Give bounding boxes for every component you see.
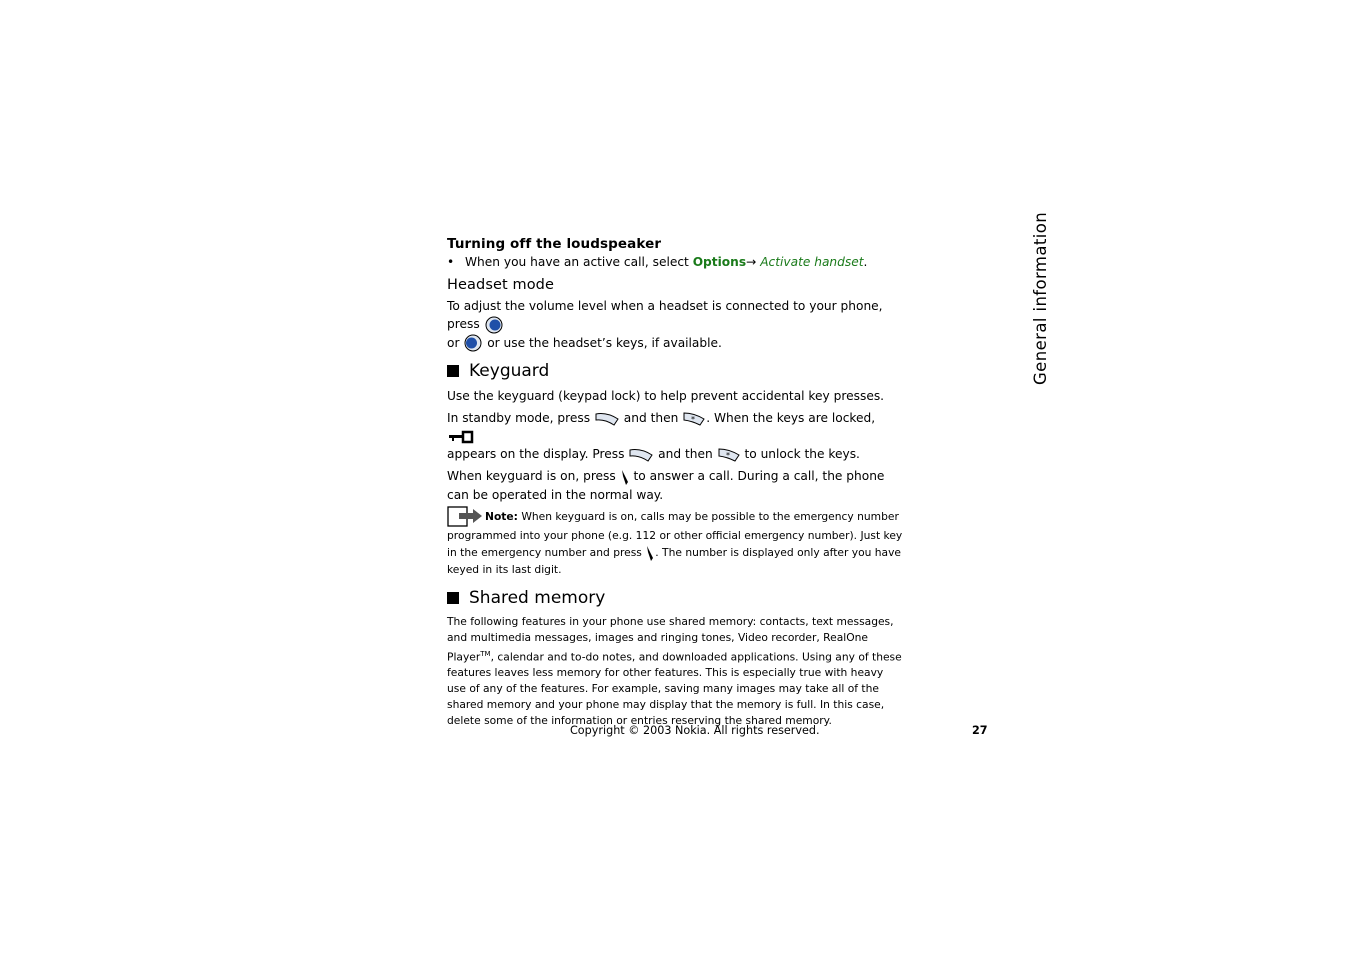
left-selection-key-icon-2: [628, 447, 654, 463]
headset-text-3: or use the headset’s keys, if available.: [483, 335, 722, 350]
left-selection-key-icon: [594, 411, 620, 427]
keyguard-note: [447, 506, 905, 578]
star-key-icon-2: [717, 447, 741, 463]
keyguard-p3: [447, 467, 905, 504]
shared-memory-text-b: , calendar and to-do notes, and downloaded applications. Using any of these features leaves less memory for other features. This is especially true with heavy use of any of the features. For example, saving many images may take all of the shared memory and your phone may display that the memory is full. In this case, delete some of the information or entries reserving the shared memory.: [447, 650, 902, 728]
call-key-icon: [620, 468, 630, 486]
star-key-icon: [682, 411, 706, 427]
side-tab-label: General information: [1031, 211, 1050, 385]
headset-heading: Headset mode: [447, 277, 555, 293]
keyguard-p2: [447, 409, 905, 463]
note-icon: [447, 506, 483, 528]
bullet-dot: •: [447, 255, 455, 269]
note-text-b: . The number is displayed only after you have keyed in its last digit.: [447, 545, 902, 576]
shared-memory-heading: [447, 588, 905, 608]
loudspeaker-heading: Turning off the loudspeaker: [447, 236, 662, 252]
activate-handset-text: Activate handset: [760, 255, 864, 269]
page-content: [447, 236, 905, 729]
copyright-footer: Copyright © 2003 Nokia. All rights reserved.: [570, 724, 820, 737]
keyguard-p1: Use the keyguard (keypad lock) to help prevent accidental key presses.: [447, 389, 885, 403]
keyguard-heading: [447, 361, 905, 381]
options-menu-text: Options: [692, 255, 747, 269]
keyguard-p2-c: . When the keys are locked,: [706, 411, 876, 425]
bullet-text: When you have an active call, select: [465, 255, 693, 269]
loudspeaker-bullet: [447, 253, 905, 271]
keyguard-p2-d: appears on the display. Press: [447, 447, 629, 461]
svg-text:*: *: [725, 450, 730, 460]
headset-text: [447, 297, 905, 352]
shared-memory-heading-text: Shared memory: [469, 587, 606, 608]
trademark-mark: TM: [480, 649, 491, 658]
page-number: 27: [972, 724, 988, 737]
shared-memory-text: [447, 614, 905, 730]
shared-memory-text-a: The following features in your phone use shared memory: contacts, text messages, and multimedia messages, images and ringing tones, Video recorder, RealOne Player: [447, 614, 894, 664]
keyguard-p2-b: and then: [619, 411, 683, 425]
headset-text-2: or: [447, 335, 464, 350]
scroll-up-key-icon: [484, 316, 504, 334]
key-lock-icon: [447, 430, 477, 444]
svg-text:*: *: [691, 414, 696, 424]
keyguard-p2-f: to unlock the keys.: [740, 447, 860, 461]
section-square-icon: [447, 365, 459, 377]
note-label: Note:: [485, 509, 518, 523]
section-square-icon-2: [447, 592, 459, 604]
scroll-down-key-icon: [463, 334, 483, 352]
keyguard-p2-e: and then: [654, 447, 717, 461]
keyguard-p2-a: In standby mode, press: [447, 411, 594, 425]
keyguard-p3-a: When keyguard is on, press: [447, 469, 620, 483]
arrow-text: →: [746, 255, 761, 269]
bullet-end: .: [863, 255, 868, 269]
note-text-a: When keyguard is on, calls may be possible to the emergency number programmed into your phone (e.g. 112 or other official emergency number). Just key in the emergency number and press: [447, 509, 903, 559]
keyguard-heading-text: Keyguard: [469, 361, 550, 381]
headset-text-1: To adjust the volume level when a headset is connected to your phone, press: [447, 299, 883, 331]
call-key-icon-2: [645, 544, 655, 562]
keyguard-p3-b: to answer a call. During a call, the phone can be operated in the normal way.: [447, 469, 885, 502]
